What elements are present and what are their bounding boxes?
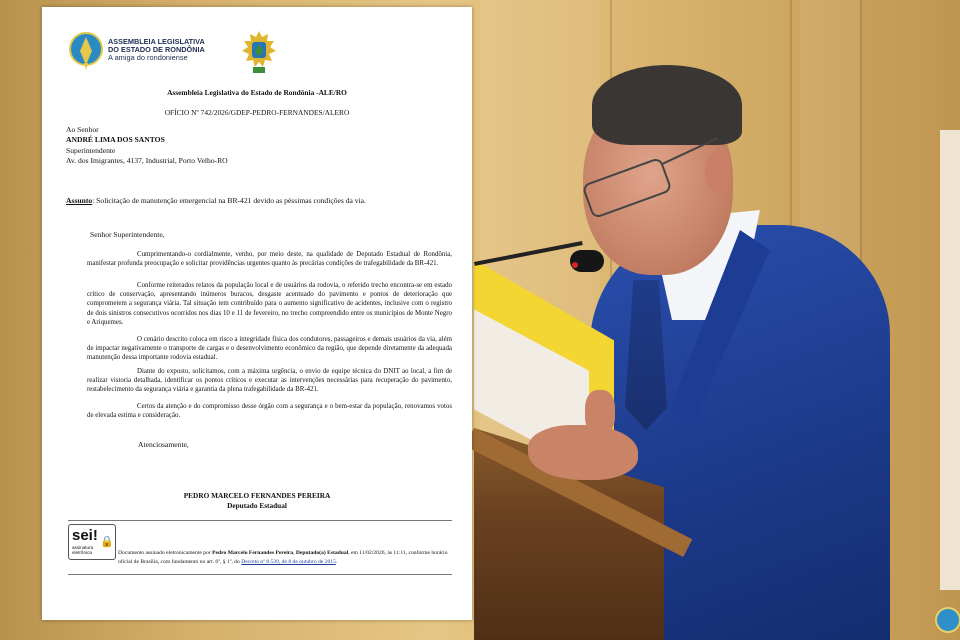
addressee-name: ANDRÉ LIMA DOS SANTOS bbox=[66, 135, 165, 144]
greeting: Senhor Superintendente, bbox=[90, 230, 165, 239]
sei-subtitle bbox=[72, 545, 93, 555]
wall-screen bbox=[940, 130, 960, 590]
speaker-ear bbox=[705, 150, 731, 194]
footer-signer: Pedro Marcelo Fernandes Pereira bbox=[212, 550, 294, 556]
microphone-led bbox=[572, 262, 578, 268]
signer-title: Deputado Estadual bbox=[227, 501, 287, 510]
divider bbox=[68, 574, 452, 575]
subject-line bbox=[66, 196, 366, 205]
ale-ro-logo-icon bbox=[68, 31, 104, 71]
body-paragraph-4: Diante do exposto, solicitamos, com a máxima urgência, o envio de equipe técnica do DNIT ao local, a fim de realizar vistoria detalhada, identificar os pontos críticos e executar as intervenções necessárias para recuperação do pavimento, restabelecimento da segurança viária e garantia da plena trafegabilidade da BR-421. bbox=[87, 368, 452, 394]
speaker-hair bbox=[592, 65, 742, 145]
addressee-address: Av. dos Imigrantes, 4137, Industrial, Porto Velho-RO bbox=[66, 156, 228, 165]
footer-text-mid: , em 11/02/2026, às 11:11, conforme horário oficial de Brasília, com fundamento no art. 6º, § 1º, do bbox=[118, 550, 448, 565]
speaker-hand bbox=[528, 425, 638, 480]
oficio-reference: OFÍCIO Nº 742/2026/GDEP-PEDRO-FERNANDES/ALERO bbox=[164, 108, 350, 117]
logo-line-1: ASSEMBLEIA LEGISLATIVA bbox=[108, 37, 205, 46]
footer-text: Documento assinado eletronicamente por bbox=[118, 550, 213, 556]
body-paragraph-5: Certos da atenção e do compromisso desse órgão com a segurança e o bem-estar da população, renovamos votos de elevada estima e consideração. bbox=[87, 403, 452, 420]
sei-logo: sei! bbox=[72, 527, 98, 544]
official-letter bbox=[42, 7, 472, 620]
sei-signature-badge bbox=[68, 524, 116, 560]
subject-label: Assunto bbox=[66, 196, 93, 205]
logo-text bbox=[108, 38, 228, 62]
addressee-role: Superintendente bbox=[66, 146, 116, 155]
speaker-hand-fingers bbox=[585, 390, 615, 435]
org-header: Assembleia Legislativa do Estado de Rondônia -ALE/RO bbox=[167, 88, 347, 97]
logo-line-2: DO ESTADO DE RONDÔNIA bbox=[108, 45, 205, 54]
footer-end: . bbox=[335, 558, 338, 565]
body-paragraph-2: Conforme reiterados relatos da população local e de usuários da rodovia, o referido trecho encontra-se em estado crítico de conservação, apresentando inúmeros buracos, desgaste acentuado do pavimento e pontos de deterioração que comprometem a segurança viária. Tal situação tem contribuído para o aumento significativo de acidentes, inclusive com o registro de dois sinistros consecutivos ocorridos nos dias 10 e 11 de fevereiro, no trecho compreendido entre os municípios de Monte Negro e Ariquemes. bbox=[87, 282, 452, 326]
signature-footer bbox=[118, 549, 452, 566]
state-crest-icon bbox=[238, 29, 280, 75]
addressee-salutation: Ao Senhor bbox=[66, 125, 99, 134]
lock-icon: 🔒 bbox=[100, 536, 114, 548]
sei-subtitle-1: assinatura bbox=[72, 545, 94, 550]
microphone-icon bbox=[570, 250, 604, 272]
body-paragraph-3: O cenário descrito coloca em risco a integridade física dos condutores, passageiros e demais usuários da via, além de impactar negativamente o transporte de cargas e o desenvolvimento econômico da região, que depende diretamente da adequada manutenção dessa importante rodovia estadual. bbox=[87, 336, 452, 362]
signer-name: PEDRO MARCELO FERNANDES PEREIRA bbox=[183, 491, 331, 500]
divider bbox=[68, 520, 452, 521]
footer-separator: , bbox=[293, 550, 296, 556]
round-logo-icon bbox=[935, 607, 960, 633]
sei-subtitle-2: eletrônica bbox=[72, 550, 92, 555]
decree-link[interactable]: Decreto nº 8.539, de 8 de outubro de 2015 bbox=[241, 558, 336, 565]
subject-text: : Solicitação de manutenção emergencial na BR-421 devido as péssimas condições da via. bbox=[92, 196, 366, 205]
logo-tagline: A amiga do rondoniense bbox=[108, 53, 188, 62]
closing: Atenciosamente, bbox=[138, 440, 189, 449]
body-paragraph-1: Cumprimentando-o cordialmente, venho, por meio deste, na qualidade de Deputado Estadual de Rondônia, manifestar profunda preocupação e solicitar providências urgentes quanto às precárias condições de trafegabilidade da BR-421. bbox=[87, 251, 452, 268]
footer-role: Deputado(a) Estadual bbox=[295, 550, 349, 556]
